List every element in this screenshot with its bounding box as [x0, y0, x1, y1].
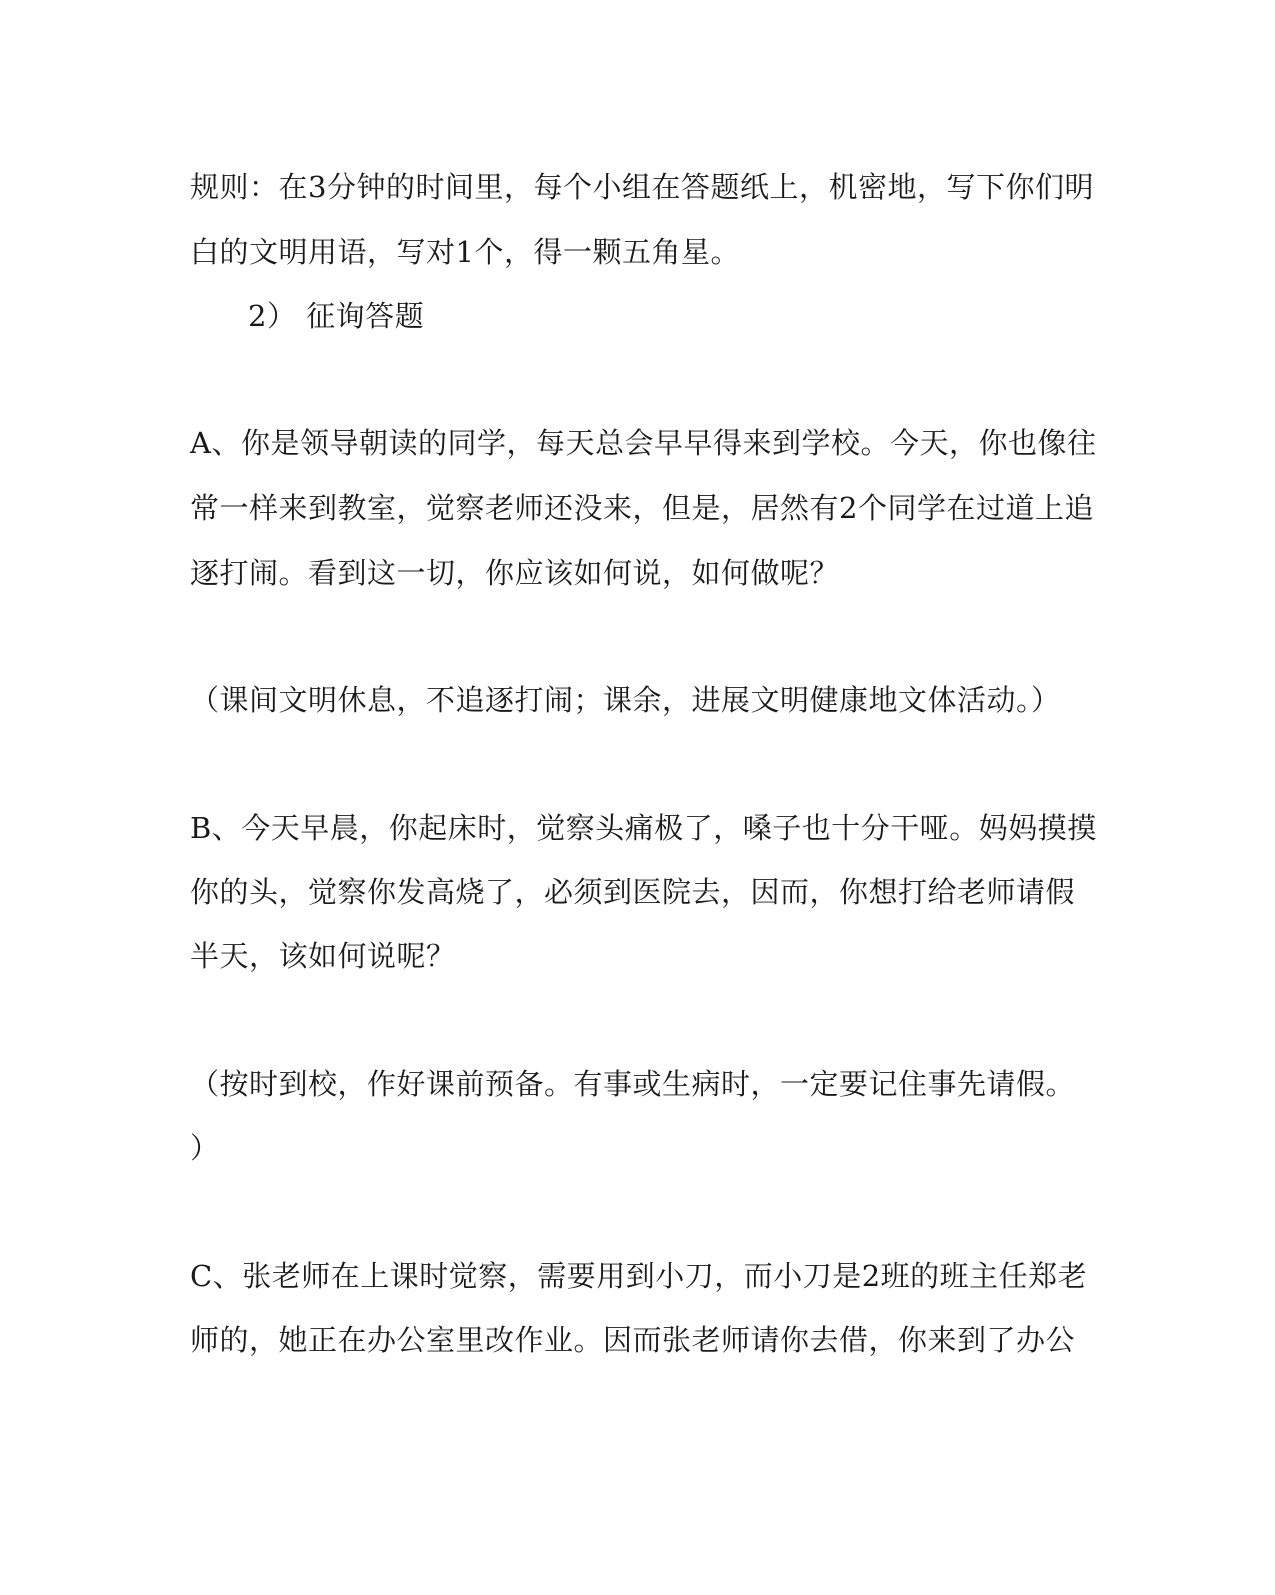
question-c-line-1: C、张老师在上课时觉察，需要用到小刀，而小刀是2班的班主任郑老	[190, 1259, 1088, 1293]
question-b-answer-line-1: （按时到校，作好课前预备。有事或生病时，一定要记住事先请假。	[190, 1067, 1076, 1101]
question-a-answer: （课间文明休息，不追逐打闹；课余，进展文明健康地文体活动。）	[190, 683, 1061, 717]
question-b-line-2: 你的头，觉察你发高烧了，必须到医院去，因而，你想打给老师请假	[190, 875, 1076, 909]
rule-text-line-2: 白的文明用语，写对1个，得一颗五角星。	[190, 235, 740, 269]
question-a-line-1: A、你是领导朝读的同学，每天总会早早得来到学校。今天，你也像往	[190, 426, 1097, 460]
question-b-line-1: B、今天早晨，你起床时，觉察头痛极了，嗓子也十分干哑。妈妈摸摸	[190, 811, 1097, 845]
section-heading: 2） 征询答题	[248, 299, 425, 333]
rule-text-line-1: 规则：在3分钟的时间里，每个小组在答题纸上，机密地，写下你们明	[190, 170, 1094, 204]
question-a-line-2: 常一样来到教室，觉察老师还没来，但是，居然有2个同学在过道上追	[190, 491, 1094, 525]
question-b-line-3: 半天，该如何说呢？	[190, 939, 456, 973]
question-b-answer-line-2: ）	[190, 1131, 220, 1165]
question-a-line-3: 逐打闹。看到这一切，你应该如何说，如何做呢？	[190, 556, 840, 590]
question-c-line-2: 师的，她正在办公室里改作业。因而张老师请你去借，你来到了办公	[190, 1323, 1076, 1357]
